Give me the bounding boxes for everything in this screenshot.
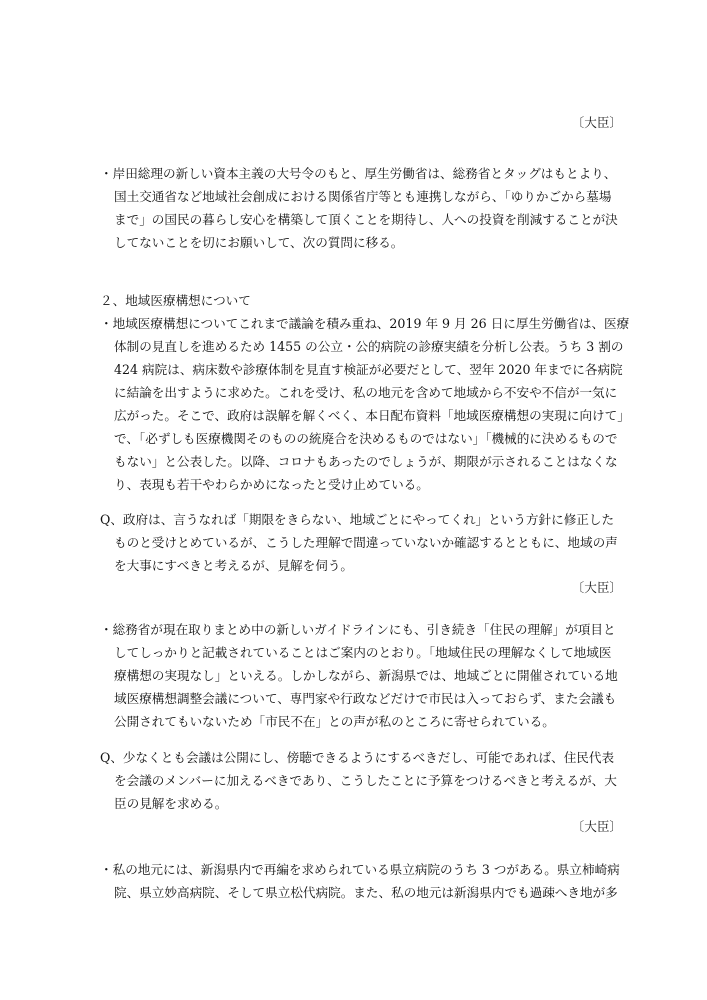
speaker-label: 〔大臣〕	[571, 580, 622, 595]
paragraph-line: 域医療構想調整会議について、専門家や行政などだけで市民は入っておらず、また会議も	[114, 691, 617, 706]
paragraph-line: もない」と公表した。以降、コロナもあったのでしょうが、期限が示されることはなくな	[114, 454, 618, 469]
paragraph-line: 体制の見直しを進めるため 1455 の公立・公的病院の診療実績を分析し公表。うち 3 割の	[114, 339, 624, 354]
paragraph-line: り、表現も若干やわらかめになったと受け止めている。	[114, 477, 429, 492]
question-line: ものと受けとめているが、こうした理解で間違っていないか確認するとともに、地域の声	[114, 535, 618, 550]
paragraph-line: ・総務省が現在取りまとめ中の新しいガイドラインにも、引き続き「住民の理解」が項目と	[100, 622, 616, 637]
paragraph-line: 広がった。そこで、政府は誤解を解くべく、本日配布資料「地域医療構想の実現に向けて」	[114, 408, 630, 423]
paragraph-line: してしっかりと記載されていることはご案内のとおり。「地域住民の理解なくして地域医	[114, 645, 612, 660]
question-line: Q、少なくとも会議は公開にし、傍聴できるようにするべきだし、可能であれば、住民代表	[100, 750, 615, 765]
paragraph-line: 療構想の実現なし」といえる。しかしながら、新潟県では、地域ごとに開催されている地	[114, 668, 618, 683]
paragraph-line: 424 病院は、病床数や診療体制を見直す検証が必要だとして、翌年 2020 年までに各病院	[114, 362, 623, 377]
paragraph-line: まで」の国民の暮らし安心を構築して頂くことを期待し、人への投資を削減することが決	[114, 212, 618, 227]
paragraph-line: ・岸田総理の新しい資本主義の大号令のもと、厚生労働省は、総務省とタッグはもとより、	[100, 166, 617, 181]
paragraph-line: ・私の地元には、新潟県内で再編を求められている県立病院のうち 3 つがある。県立柿崎病	[100, 862, 620, 877]
paragraph-line: してないことを切にお願いして、次の質問に移る。	[114, 235, 404, 250]
speaker-label: 〔大臣〕	[571, 819, 622, 834]
paragraph-line: に結論を出すように求めた。これを受け、私の地元を含めて地域から不安や不信が一気に	[114, 385, 618, 400]
section-heading: ２、地域医療構想について	[100, 293, 251, 308]
question-line: を大事にすべきと考えるが、見解を伺う。	[114, 558, 354, 573]
paragraph-line: 公開されてもいないため「市民不在」との声が私のところに寄せられている。	[114, 714, 555, 729]
paragraph-line: 院、県立妙高病院、そして県立松代病院。また、私の地元は新潟県内でも過疎へき地が多	[114, 885, 618, 900]
paragraph-line: で、「必ずしも医療機関そのものの統廃合を決めるものではない」「機械的に決めるもので	[114, 431, 618, 446]
speaker-label: 〔大臣〕	[571, 115, 622, 130]
question-line: Q、政府は、言うなれば「期限をきらない、地域ごとにやってくれ」という方針に修正した	[100, 512, 615, 527]
question-line: を会議のメンバーに加えるべきであり、こうしたことに予算をつけるべきと考えるが、大	[114, 773, 617, 788]
paragraph-line: 国土交通省など地域社会創成における関係省庁等とも連携しながら、「ゆりかごから墓場	[114, 189, 612, 204]
paragraph-line: ・地域医療構想についてこれまで議論を積み重ね、2019 年 9 月 26 日に厚生労働省は、医療	[100, 316, 630, 331]
question-line: 臣の見解を求める。	[114, 796, 228, 811]
